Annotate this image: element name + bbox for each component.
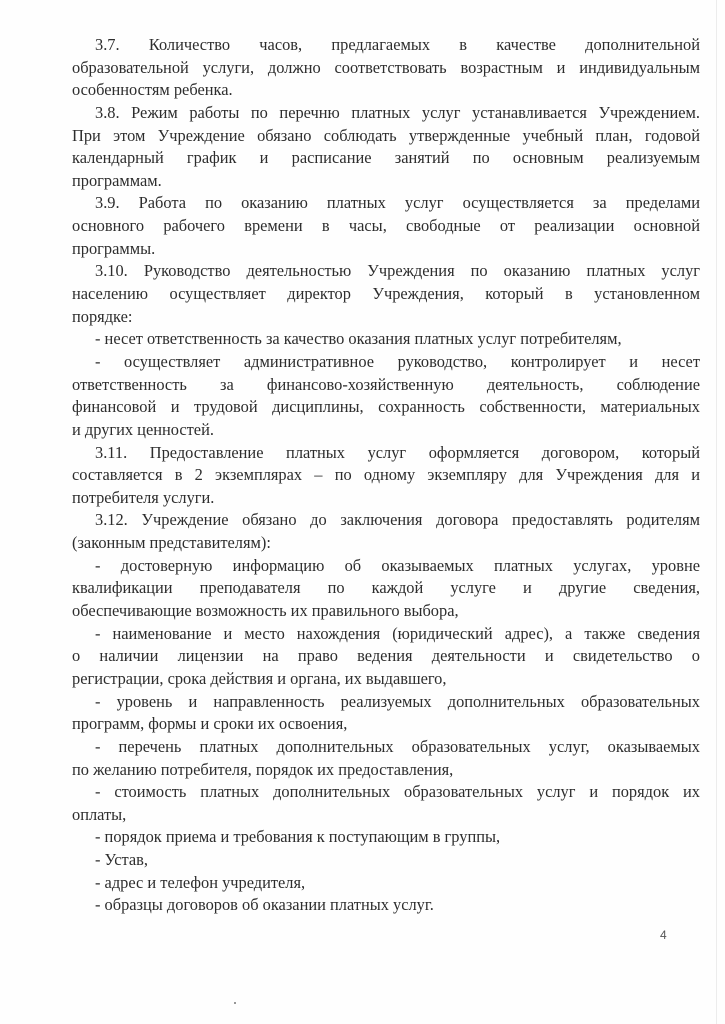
line-3-7: 3.7. Количество часов, предлагаемых в качестве дополнительной bbox=[95, 35, 700, 54]
text-line: обеспечивающие возможность их правильного выбора, bbox=[72, 601, 459, 621]
text-line: составляется в 2 экземплярах – по одному экземпляру для Учреждения для и bbox=[72, 465, 700, 485]
list-item: - стоимость платных дополнительных образовательных услуг и порядок их bbox=[95, 782, 700, 802]
line-3-9: 3.9. Работа по оказанию платных услуг осуществляется за пределами bbox=[95, 193, 700, 213]
text-line: программы. bbox=[72, 238, 156, 258]
page-edge bbox=[716, 0, 717, 1024]
list-item: - перечень платных дополнительных образовательных услуг, оказываемых bbox=[95, 736, 700, 756]
scan-speck bbox=[234, 1002, 236, 1004]
text-line: При этом Учреждение обязано соблюдать утвержденные учебный план, годовой bbox=[72, 125, 700, 145]
text-line: квалификации преподавателя по каждой услуге и другие сведения, bbox=[72, 578, 700, 598]
list-item: - осуществляет административное руководство, контролирует и несет bbox=[95, 351, 700, 371]
line-3-11: 3.11. Предоставление платных услуг оформляется договором, который bbox=[95, 442, 700, 462]
text-line: порядке: bbox=[72, 306, 133, 326]
text-line: потребителя услуги. bbox=[72, 487, 215, 507]
list-item: - образцы договоров об оказании платных услуг. bbox=[95, 895, 434, 915]
text-line: и других ценностей. bbox=[72, 419, 214, 439]
line-3-10: 3.10. Руководство деятельностью Учреждения по оказанию платных услуг bbox=[95, 261, 700, 281]
text-line: образовательной услуги, должно соответствовать возрастным и индивидуальным bbox=[72, 57, 700, 77]
text-line: по желанию потребителя, порядок их предоставления, bbox=[72, 759, 454, 779]
list-item: - уровень и направленность реализуемых дополнительных образовательных bbox=[95, 691, 700, 711]
line-3-12: 3.12. Учреждение обязано до заключения договора предоставлять родителям bbox=[95, 510, 700, 530]
list-item: - несет ответственность за качество оказания платных услуг потребителям, bbox=[95, 329, 622, 349]
text-line: программам. bbox=[72, 170, 162, 190]
text-line: календарный график и расписание занятий по основным реализуемым bbox=[72, 148, 700, 168]
text-line: ответственность за финансово-хозяйственную деятельность, соблюдение bbox=[72, 374, 700, 394]
text-line: о наличии лицензии на право ведения деятельности и свидетельство о bbox=[72, 646, 700, 666]
text-line: финансовой и трудовой дисциплины, сохранность собственности, материальных bbox=[72, 397, 700, 417]
text-line: оплаты, bbox=[72, 804, 127, 824]
list-item: - Устав, bbox=[95, 850, 148, 870]
list-item: - адрес и телефон учредителя, bbox=[95, 872, 306, 892]
text-line: программ, формы и сроки их освоения, bbox=[72, 714, 348, 734]
text-line: (законным представителям): bbox=[72, 533, 271, 553]
line-3-8: 3.8. Режим работы по перечню платных услуг устанавливается Учреждением. bbox=[95, 102, 700, 122]
document-body bbox=[72, 34, 700, 917]
text-line: особенностям ребенка. bbox=[72, 80, 233, 100]
list-item: - наименование и место нахождения (юридический адрес), а также сведения bbox=[95, 623, 700, 643]
list-item: - порядок приема и требования к поступающим в группы, bbox=[95, 827, 501, 847]
text-line: основного рабочего времени в часы, свободные от реализации основной bbox=[72, 216, 700, 236]
page-number: 4 bbox=[660, 928, 667, 942]
text-line: регистрации, срока действия и органа, их выдавшего, bbox=[72, 668, 447, 688]
text-line: населению осуществляет директор Учреждения, который в установленном bbox=[72, 284, 700, 304]
list-item: - достоверную информацию об оказываемых платных услугах, уровне bbox=[95, 555, 700, 575]
